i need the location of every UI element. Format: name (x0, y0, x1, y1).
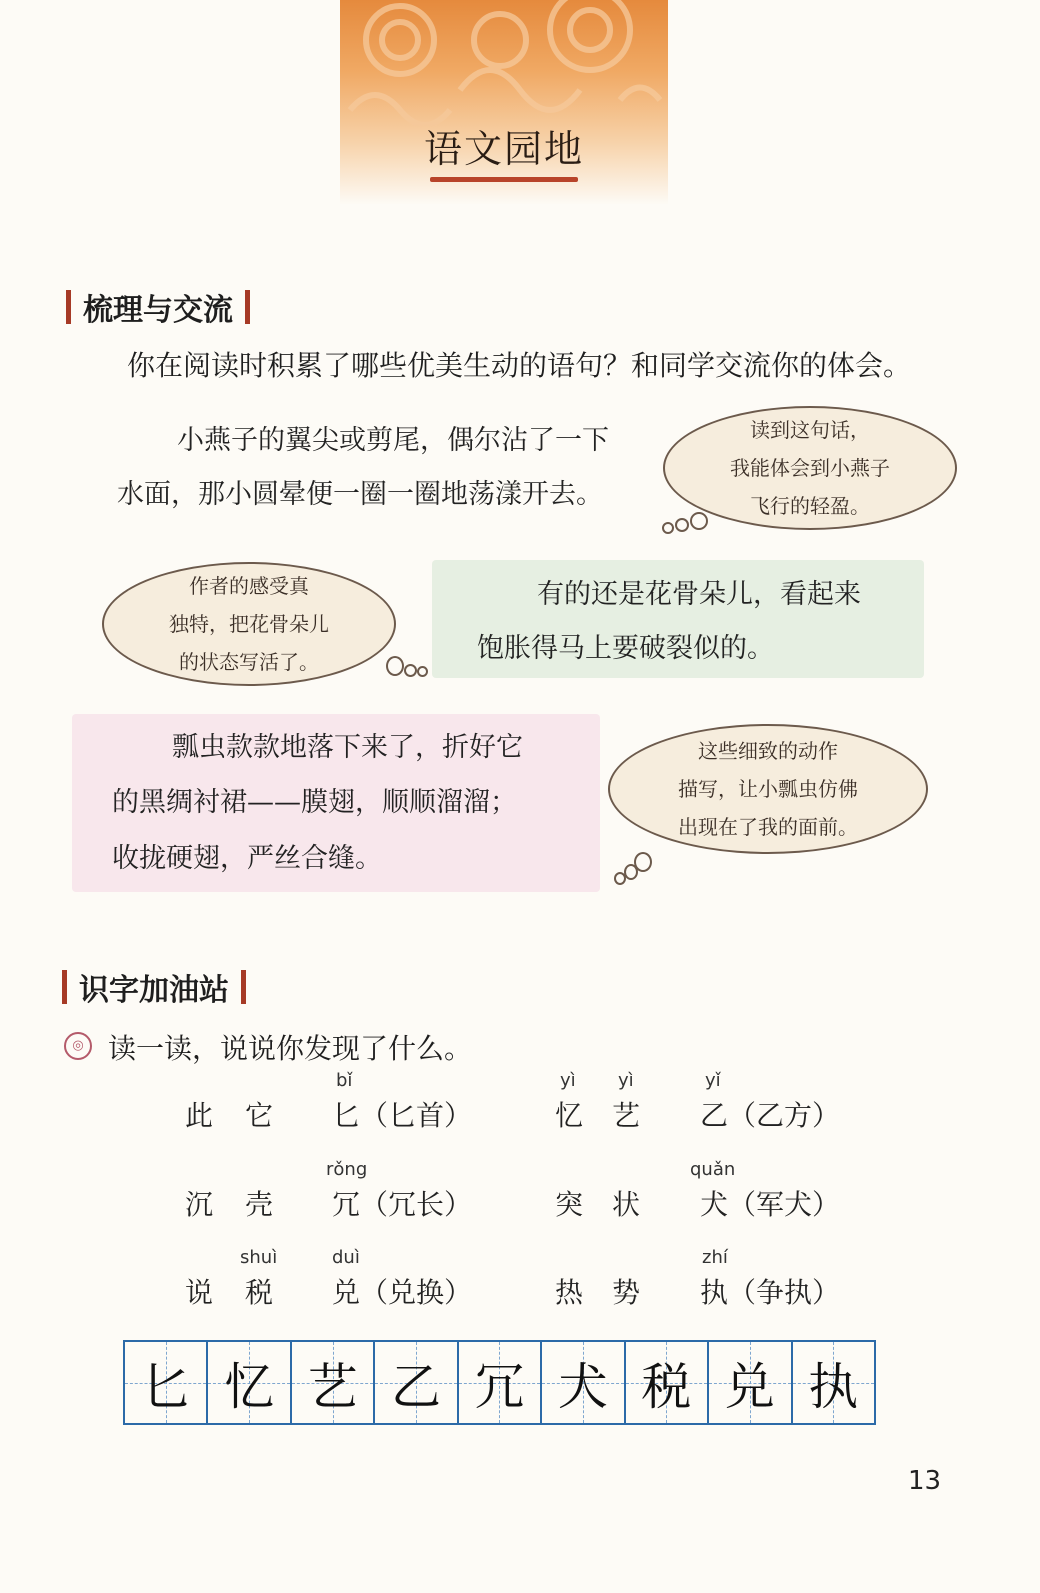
bubble-line: 的状态写活了。 (179, 650, 319, 674)
grid-cell (292, 1342, 375, 1423)
heading-bar-right (241, 970, 246, 1004)
section-heading-literacy (62, 965, 246, 1009)
char-item: 乙（乙方） (700, 1099, 841, 1132)
writing-grid (123, 1340, 876, 1425)
grid-char: 艺 (307, 1357, 358, 1416)
pinyin: rǒng (326, 1159, 368, 1180)
grid-char: 兑 (724, 1357, 775, 1416)
char-item: 沉 (185, 1188, 214, 1221)
pinyin: zhí (702, 1247, 728, 1268)
section-intro: 你在阅读时积累了哪些优美生动的语句？和同学交流你的体会。 (127, 349, 912, 382)
char-item: 艺 (612, 1099, 641, 1132)
char-item: 忆 (555, 1099, 584, 1132)
bubble-line: 我能体会到小燕子 (730, 456, 890, 480)
passage-swallow-line2: 水面，那小圆晕便一圈一圈地荡漾开去。 (117, 479, 603, 510)
bubble-dot (386, 656, 404, 676)
grid-cell (459, 1342, 542, 1423)
read-aloud-icon: ◎ (64, 1032, 92, 1060)
section-heading-sorting (66, 285, 250, 329)
char-item: 状 (612, 1188, 641, 1221)
passage-ladybug-line1: 瓢虫款款地落下来了，折好它 (172, 732, 523, 763)
bubble-line: 出现在了我的面前。 (678, 815, 858, 839)
grid-char: 犬 (557, 1357, 608, 1416)
thought-bubble-ladybug (608, 724, 928, 854)
banner-pattern (340, 0, 668, 205)
grid-char: 冗 (474, 1357, 525, 1416)
char-item: 冗（冗长） (332, 1188, 473, 1221)
section-heading-label: 识字加油站 (79, 973, 229, 1008)
bubble-dot (690, 512, 708, 530)
char-item: 说 (185, 1276, 214, 1309)
grid-cell (208, 1342, 291, 1423)
grid-char: 税 (641, 1357, 692, 1416)
grid-cell (542, 1342, 625, 1423)
heading-bar-left (62, 970, 67, 1004)
pinyin: yì (618, 1070, 634, 1091)
pinyin: shuì (240, 1247, 278, 1268)
bubble-dot (662, 522, 674, 534)
char-item: 兑（兑换） (332, 1276, 473, 1309)
char-item: 匕（匕首） (332, 1099, 473, 1132)
thought-bubble-bud (102, 562, 396, 686)
pinyin: duì (332, 1247, 360, 1268)
bubble-line: 飞行的轻盈。 (750, 494, 870, 518)
heading-bar-left (66, 290, 71, 324)
page-number: 13 (908, 1466, 942, 1496)
grid-char: 乙 (391, 1357, 442, 1416)
grid-char: 忆 (224, 1357, 275, 1416)
char-item: 壳 (245, 1188, 274, 1221)
header-banner (340, 0, 668, 205)
pinyin: quǎn (690, 1159, 736, 1180)
grid-cell (375, 1342, 458, 1423)
grid-char: 匕 (140, 1357, 191, 1416)
section-heading-label: 梳理与交流 (83, 293, 233, 328)
char-item: 税 (245, 1276, 274, 1309)
pinyin: yǐ (705, 1070, 721, 1091)
bubble-dot (404, 664, 417, 677)
char-item: 势 (612, 1276, 641, 1309)
page-title: 语文园地 (423, 127, 584, 171)
bubble-line: 独特，把花骨朵儿 (169, 612, 329, 636)
bubble-dot (634, 852, 652, 872)
grid-cell (793, 1342, 874, 1423)
bubble-line: 作者的感受真 (189, 574, 309, 598)
char-item: 执（争执） (700, 1276, 841, 1309)
bubble-dot (417, 666, 428, 677)
passage-swallow-line1: 小燕子的翼尖或剪尾，偶尔沾了一下 (177, 425, 609, 456)
passage-ladybug-line3: 收拢硬翅，严丝合缝。 (112, 843, 382, 874)
grid-cell (709, 1342, 792, 1423)
char-item: 犬（军犬） (700, 1188, 841, 1221)
char-item: 热 (555, 1276, 584, 1309)
passage-bud-line2: 饱胀得马上要破裂似的。 (477, 633, 774, 664)
grid-cell (626, 1342, 709, 1423)
heading-bar-right (245, 290, 250, 324)
bubble-line: 读到这句话， (750, 418, 870, 442)
literacy-instruction: 读一读，说说你发现了什么。 (108, 1032, 473, 1065)
grid-char: 执 (808, 1357, 859, 1416)
bubble-line: 这些细致的动作 (698, 739, 838, 763)
passage-ladybug-line2: 的黑绸衬裙——膜翅，顺顺溜溜； (112, 787, 517, 818)
bubble-line: 描写，让小瓢虫仿佛 (678, 777, 858, 801)
passage-bud-line1: 有的还是花骨朵儿，看起来 (537, 579, 861, 610)
char-item: 突 (555, 1188, 584, 1221)
thought-bubble-swallow (663, 406, 957, 530)
char-item: 它 (245, 1099, 274, 1132)
pinyin: yì (560, 1070, 576, 1091)
grid-cell (125, 1342, 208, 1423)
title-underline (430, 177, 578, 182)
char-item: 此 (185, 1099, 214, 1132)
pinyin: bǐ (336, 1070, 353, 1091)
bubble-dot (675, 518, 689, 532)
